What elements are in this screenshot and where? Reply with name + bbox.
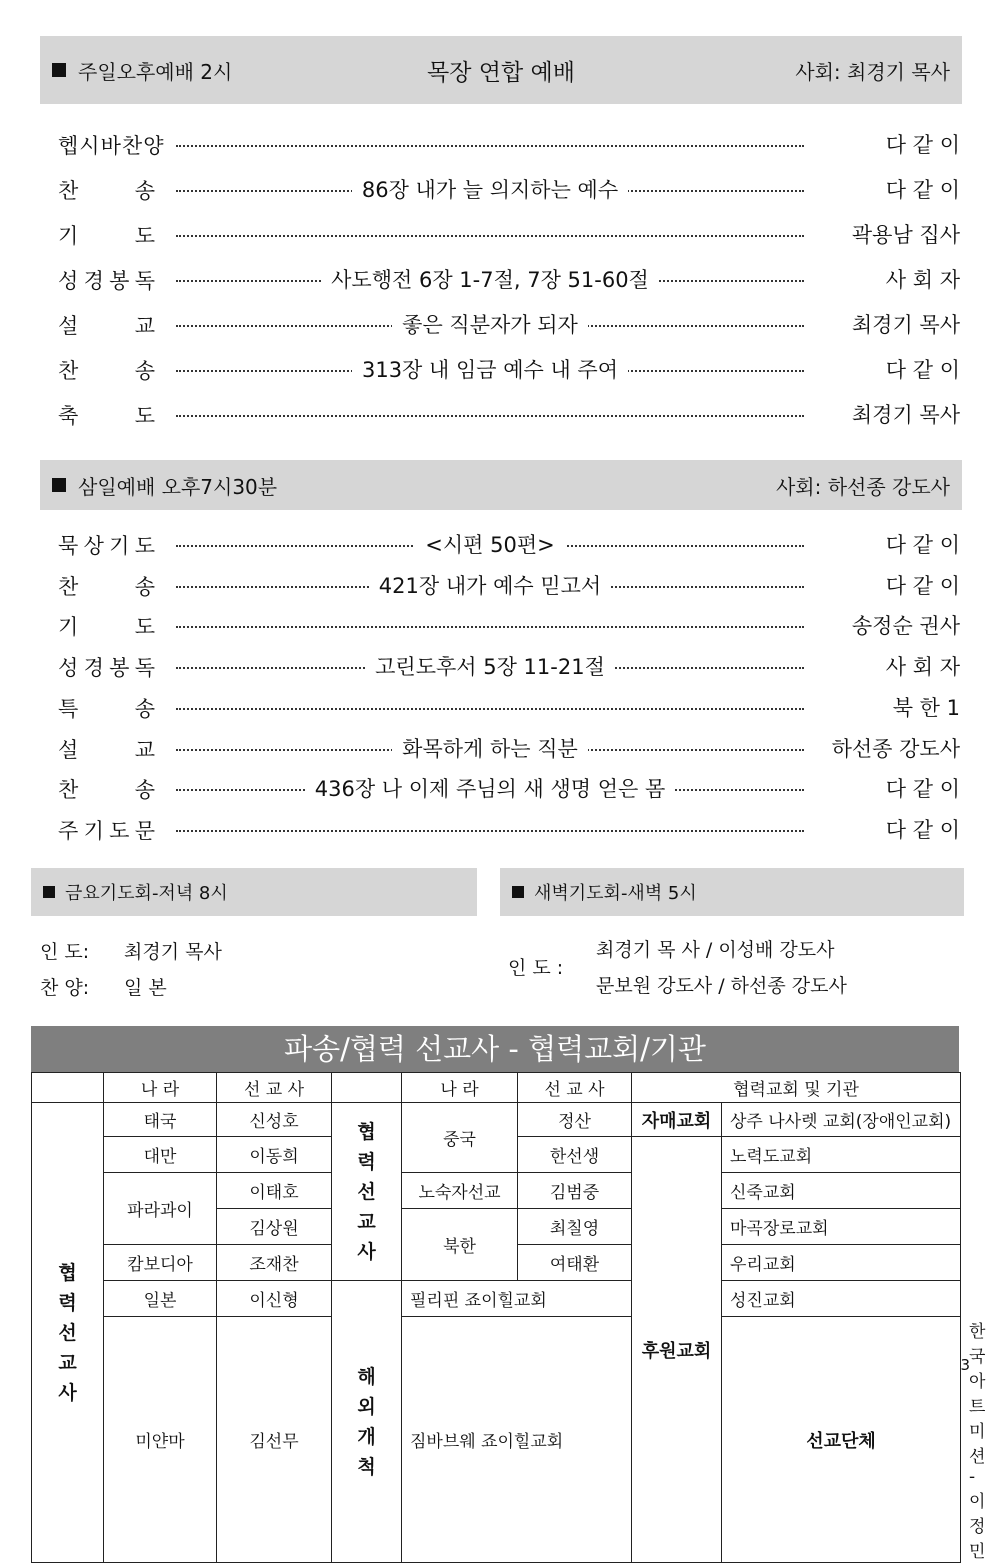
order-label: 성 경 봉 독 [58,269,156,293]
overseas-label: 해 외 개 척 [332,1281,402,1563]
order-person: 곽용남 집사 [851,223,960,247]
order-content [176,651,804,683]
order-row [58,733,960,765]
order-label: 묵 상 기 도 [58,534,156,558]
order-content-text: 421장 내가 예수 믿고서 [369,574,611,598]
square-bullet-icon [512,886,524,898]
square-bullet-icon [52,478,66,492]
order-row [58,692,960,724]
missions-table [31,1072,986,1563]
group-label-missionaries: 협 력 선 교 사 [32,1103,104,1563]
friday-prayer-header [31,868,477,916]
order-content [176,264,804,296]
order-content [176,174,804,206]
order-row [58,529,960,561]
sister-church: 상주 나사렛 교회(장애인교회) [722,1103,961,1137]
order-content-text: 고린도후서 5장 11-21절 [365,655,615,679]
order-label: 주 기 도 문 [58,818,156,843]
sunday-service-host: 사회: 최경기 목사 [795,59,950,84]
order-person: 다 같 이 [885,817,960,842]
order-row [58,399,960,431]
order-person: 다 같 이 [885,133,960,157]
order-person: 다 같 이 [885,358,960,382]
dawn-leader-line2: 문보원 강도사 / 하선종 강도사 [596,975,847,997]
order-content [176,733,804,765]
order-label: 찬 송 [58,359,156,383]
order-content-text: 화목하게 하는 직분 [392,737,588,761]
group-label-partners: 협 력 선 교 사 [332,1103,402,1281]
friday-leader-label: 인 도: [40,941,90,963]
order-person: 최경기 목사 [851,403,960,427]
order-content [176,570,804,602]
dawn-prayer-title: 새벽기도회-새벽 5시 [534,883,697,904]
table-row: 캄보디아 조재찬 여태환 우리교회 [32,1245,961,1281]
order-person: 최경기 목사 [851,313,960,337]
order-row [58,354,960,386]
order-row [58,264,960,296]
order-person: 다 같 이 [885,573,960,598]
sunday-service-title: 목장 연합 예배 [427,59,575,86]
dotted-leader [176,830,804,832]
order-row [58,773,960,805]
order-label: 설 교 [58,737,156,762]
order-label: 찬 송 [58,778,156,803]
dotted-leader [176,708,804,710]
square-bullet-icon [52,63,66,77]
support-church-label: 후원교회 [632,1137,722,1563]
col-missionary-2: 선 교 사 [518,1073,632,1103]
order-label: 기 도 [58,224,156,248]
friday-praise: 일 본 [124,977,167,999]
dotted-leader [176,145,804,147]
order-content [176,354,804,386]
order-content-text: 86장 내가 늘 의지하는 예수 [352,178,628,202]
order-row [58,174,960,206]
order-content-text: 좋은 직분자가 되자 [392,313,588,337]
order-person: 다 같 이 [885,777,960,802]
order-row [58,570,960,602]
table-row: 대만 이동희 한선생 후원교회 노력도교회 [32,1137,961,1173]
order-row [58,129,960,161]
sunday-service-header [40,36,962,104]
wednesday-service-time: 삼일예배 오후7시30분 [78,474,278,499]
order-label: 헵 시 바 찬 양 [58,134,165,158]
table-header-row [32,1073,961,1103]
page-number: 3 [960,1356,970,1374]
order-label: 찬 송 [58,179,156,203]
dawn-leader-label: 인 도 : [508,957,564,979]
order-label: 특 송 [58,696,156,721]
order-person: 송정순 권사 [851,614,960,639]
friday-praise-label: 찬 양: [40,977,90,999]
table-row: 협 력 선 교 사 태국 신성호 협 력 선 교 사 중국 정산 자매교회 상주 나사렛 교회(장애인교회) [32,1103,961,1137]
order-person: 다 같 이 [885,178,960,202]
order-person: 하선종 강도사 [831,736,960,761]
order-row [58,814,960,846]
dawn-prayer-header [500,868,964,916]
sister-church-label: 자매교회 [632,1103,722,1137]
col-missionary: 선 교 사 [217,1073,332,1103]
col-country-2: 나 라 [402,1073,518,1103]
order-row [58,610,960,642]
order-content-text: 313장 내 임금 예수 내 주여 [352,358,628,382]
dotted-leader [176,235,804,237]
table-row: 미얀마 김선무 짐바브웨 죠이힐교회 선교단체 한국아트미션 - 이정민 [32,1317,961,1563]
order-label: 기 도 [58,615,156,640]
order-content [176,529,804,561]
col-churches: 협력교회 및 기관 [632,1073,961,1103]
order-label: 축 도 [58,404,156,428]
table-row: 일본 이신형 해 외 개 척 필리핀 죠이힐교회 성진교회 [32,1281,961,1317]
order-content [176,773,804,805]
order-label: 설 교 [58,314,156,338]
order-person: 다 같 이 [885,533,960,557]
order-content-text: <시편 50편> [415,533,564,557]
order-person: 사 회 자 [885,268,960,292]
square-bullet-icon [43,886,55,898]
missions-title: 파송/협력 선교사 - 협력교회/기관 [31,1026,959,1072]
table-row: 김상원 북한 최칠영 마곡장로교회 [32,1209,961,1245]
order-person: 사 회 자 [885,655,960,680]
order-row [58,651,960,683]
org-label: 선교단체 [722,1317,961,1563]
wednesday-service-header [40,460,962,510]
order-content [176,309,804,341]
order-label: 찬 송 [58,574,156,599]
wednesday-service-host: 사회: 하선종 강도사 [775,474,950,499]
order-label: 성 경 봉 독 [58,656,156,681]
dotted-leader [176,626,804,628]
col-country: 나 라 [104,1073,217,1103]
order-person: 북 한 1 [892,695,960,720]
order-content-text: 사도행전 6장 1-7절, 7장 51-60절 [321,268,659,292]
order-row [58,309,960,341]
dotted-leader [176,415,804,417]
table-row: 파라과이 이태호 노숙자선교 김범중 신죽교회 [32,1173,961,1209]
sunday-service-time: 주일오후예배 2시 [78,59,233,84]
order-row [58,219,960,251]
friday-prayer-title: 금요기도회-저녁 8시 [65,883,228,904]
dawn-leader-line1: 최경기 목 사 / 이성배 강도사 [596,939,835,961]
friday-leader: 최경기 목사 [124,941,222,963]
order-content-text: 436장 나 이제 주님의 새 생명 얻은 몸 [305,777,676,801]
